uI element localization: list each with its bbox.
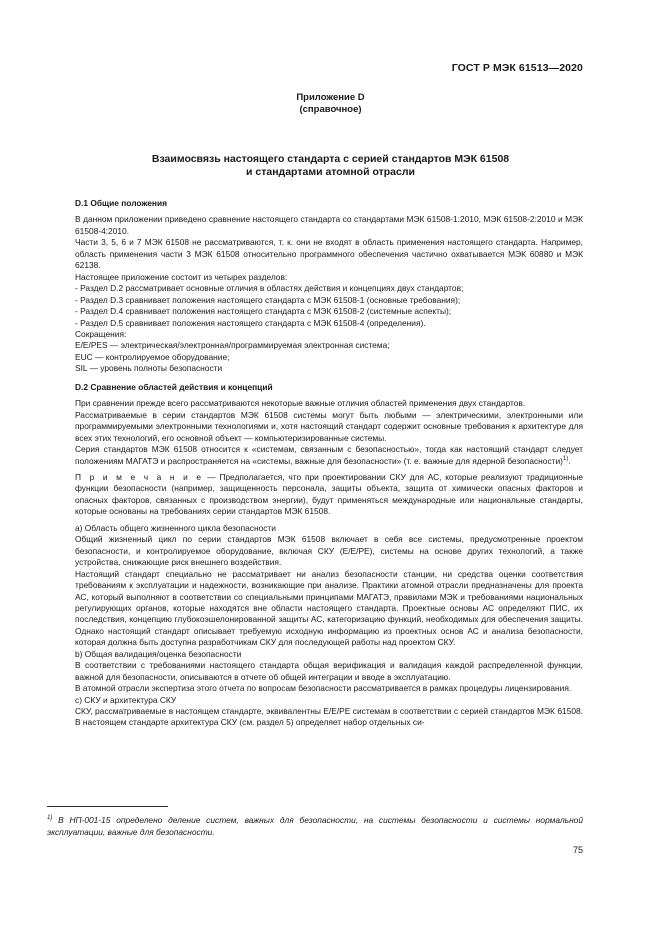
- paragraph: Серия стандартов МЭК 61508 относится к «системам, связанным с безопасностью», тогда как настоящий стандарт следует положениям МАГАТЭ и распространяется на «системы, важные для безопасности» (т. е. важные для ядерной безопасности)$^{1)}$.: [75, 444, 583, 466]
- paragraph: В данном приложении приведено сравнение настоящего стандарта со стандартами МЭК 61508-1:2010, МЭК 61508-2:2010 и МЭК 61508-4:2010.: [75, 214, 583, 236]
- paragraph: Настоящий стандарт специально не рассматривает ни анализ безопасности станции, ни средства оценки соответствия требованиям к эксплуатации и надежности, возникающие при анализе. Практики атомной отрасли предназначены для проекта АС, который выполняют в соответствии со специальными принципами МАГАТЭ, правилами МЭК и требованиями национальных регулирующих органов, которые находятся вне области настоящего стандарта. Проектные основы АС определяют ПИС, их последствия, концепцию глубокоэшелонированной защиты АС, категоризацию функций, необходимых для обеспечения защиты. Однако настоящий стандарт описывает требуемую исходную информацию из проектных основ АС и анализа безопасности, которая должна быть доступна разработчикам СКУ для последующей работы над проектом СКУ.: [75, 568, 583, 648]
- paragraph: Рассматриваемые в серии стандартов МЭК 61508 системы могут быть любыми — электрическими, электронными или программируемыми электронными технологиями и, хотя настоящий стандарт содержит основные требования к архитектуре для всех этих технологий, его основной объект — компьютеризированные системы.: [75, 409, 583, 443]
- appendix-title: Приложение D: [296, 92, 365, 103]
- list-item: - Раздел D.2 рассматривает основные отличия в областях действия и концепциях двух стандартов;: [75, 283, 464, 294]
- paragraph: При сравнении прежде всего рассматриваются некоторые важные отличия областей применения двух стандартов.: [75, 398, 526, 409]
- subsection-a-title: a) Область общего жизненного цикла безопасности: [75, 522, 276, 533]
- abbreviation-item: EUC — контролируемое оборудование;: [75, 351, 230, 362]
- note-text: — Предполагается, что при проектировании СКУ для АС, которые реализуют традиционные функции безопасности (например, защищенность персонала, защиты объекта, защита от химически опасных факторов и опасных факторов, связанных с производством энергии), будут применяться международные или национальные стандарты, которые основаны на требованиях серии стандартов МЭК 61508.: [75, 471, 584, 517]
- note: [75, 472, 583, 518]
- abbreviations-title: Сокращения:: [75, 328, 127, 339]
- appendix-subtitle: (справочное): [299, 104, 362, 115]
- note-label: П р и м е ч а н и е: [75, 471, 204, 482]
- section-d1-heading: D.1 Общие положения: [75, 198, 168, 208]
- paragraph: Общий жизненный цикл по серии стандартов МЭК 61508 включает в себя все системы, предусмотренные проектом безопасности, и контролируемое оборудование, включая СКУ (E/E/PE), системы на основе других технологий, а также устройства, снижающие риск внешнего воздействия.: [75, 534, 583, 568]
- subsection-c-title: c) СКУ и архитектура СКУ: [75, 694, 177, 705]
- standard-designation: ГОСТ Р МЭК 61513—2020: [451, 62, 583, 74]
- footnote-mark: 1): [47, 815, 53, 822]
- paragraph-text: Серия стандартов МЭК 61508 относится к «системам, связанным с безопасностью», тогда как настоящий стандарт следует положениям МАГАТЭ и распространяется на «системы, важные для безопасности» (т. е. важные для ядерной безопасности): [75, 444, 583, 466]
- abbreviation-item: SIL — уровень полноты безопасности: [75, 363, 223, 374]
- title-line-1: Взаимосвязь настоящего стандарта с серией стандартов МЭК 61508: [151, 153, 510, 165]
- paragraph: В атомной отрасли экспертиза этого отчета по вопросам безопасности рассматривается в рамках процедуры лицензирования.: [75, 683, 572, 694]
- list-item: - Раздел D.4 сравнивает положения настоящего стандарта с МЭК 61508-2 (системные аспекты);: [75, 306, 452, 317]
- paragraph: Части 3, 5, 6 и 7 МЭК 61508 не рассматриваются, т. к. они не входят в область применения настоящего стандарта. Например, область применения части 3 МЭК 61508 относительно программного обеспечения частично охватывается МЭК 60880 и МЭК 62138.: [75, 237, 583, 271]
- document-title: [60, 153, 601, 179]
- footnote-text: В НП-001-15 определено деление систем, важных для безопасности, на системы безопасности и системы нормальной эксплуатации, важные для безопасности.: [47, 815, 583, 837]
- list-item: - Раздел D.3 сравнивает положения настоящего стандарта с МЭК 61508-1 (основные требования);: [75, 294, 461, 305]
- subsection-b-title: b) Общая валидация/оценка безопасности: [75, 648, 242, 659]
- footnote-ref[interactable]: 1): [562, 455, 569, 462]
- appendix-heading: [0, 92, 661, 116]
- section-d2-heading: D.2 Сравнение областей действия и концепций: [75, 381, 273, 392]
- page-number: 75: [572, 845, 583, 855]
- footnote: [47, 814, 583, 838]
- paragraph: В соответствии с требованиями настоящего стандарта общая верификация и валидация каждой распределенной функции, важной для безопасности, описываются в отчете об общей интеграции и вводе в эксплуатацию.: [75, 660, 583, 682]
- abbreviation-item: E/E/PES — электрическая/электронная/программируемая электронная система;: [75, 340, 390, 351]
- paragraph: СКУ, рассматриваемые в настоящем стандарте, эквивалентны E/E/PE системам в соответствии с серией стандартов МЭК 61508. В настоящем стандарте архитектура СКУ (см. раздел 5) определяет набор отдельных си-: [75, 706, 583, 728]
- body-text: [75, 196, 583, 729]
- title-line-2: и стандартами атомной отрасли: [246, 166, 415, 178]
- footnote-divider: [47, 806, 168, 807]
- list-item: - Раздел D.5 сравнивает положения настоящего стандарта с МЭК 61508-4 (определения).: [75, 317, 426, 328]
- paragraph: Настоящее приложение состоит из четырех разделов:: [75, 271, 288, 282]
